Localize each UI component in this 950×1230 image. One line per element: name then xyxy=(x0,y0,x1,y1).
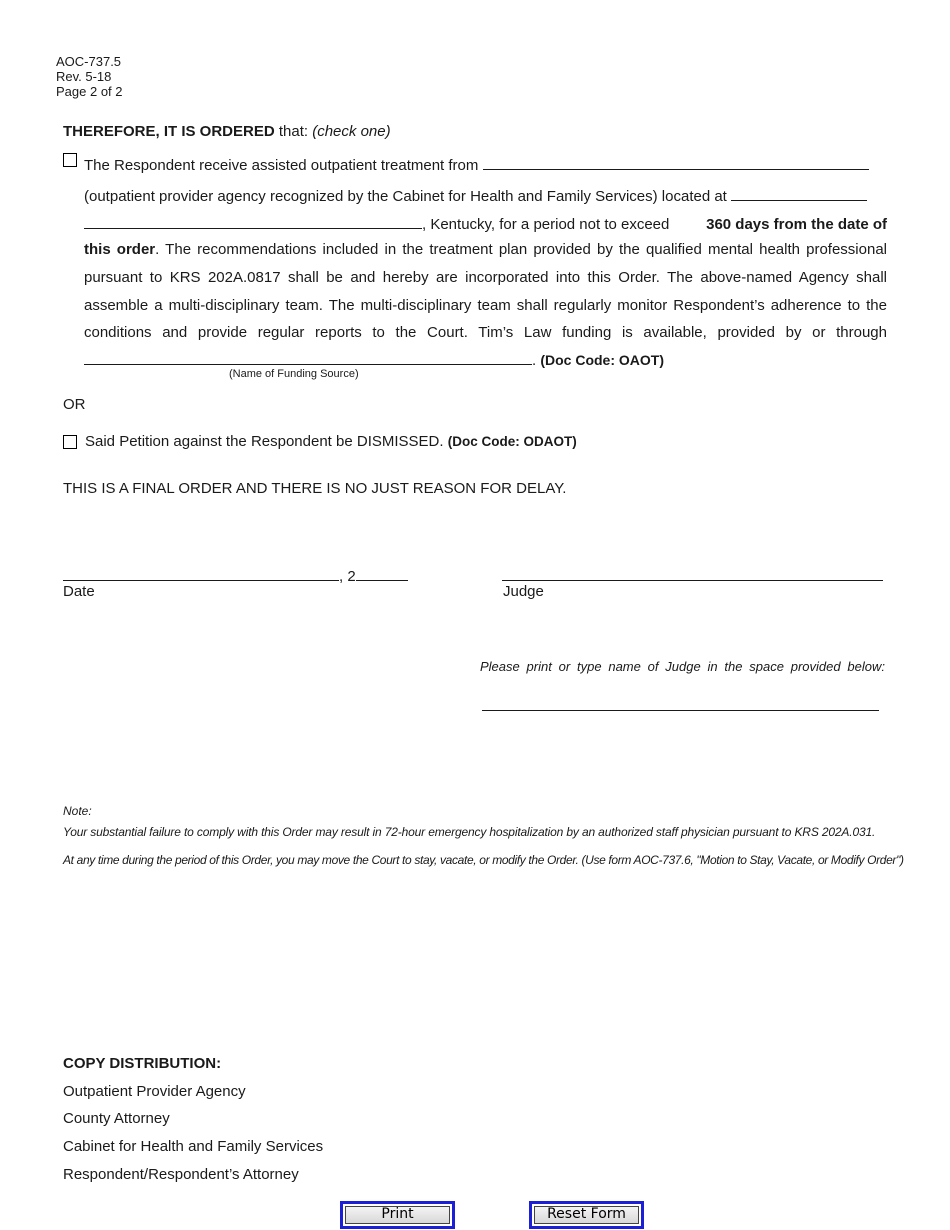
option1-line1-text: The Respondent receive assisted outpatient treatment from xyxy=(84,157,479,174)
date-label: Date xyxy=(63,583,95,600)
option1-line3 xyxy=(84,213,887,234)
option1-line3-text: , Kentucky, for a period not to exceed xyxy=(422,216,670,233)
date-year-field[interactable] xyxy=(356,565,408,581)
copy-distribution-title: COPY DISTRIBUTION: xyxy=(63,1055,222,1072)
option1-line4-text: . The recommendations included in the treatment plan provided by the qualified mental health professional xyxy=(155,241,887,258)
option1-line1 xyxy=(84,154,887,175)
option1-line8 xyxy=(84,349,664,370)
funding-source-caption: (Name of Funding Source) xyxy=(229,368,359,380)
final-order-statement: THIS IS A FINAL ORDER AND THERE IS NO JUST REASON FOR DELAY. xyxy=(63,480,567,497)
option2-text: Said Petition against the Respondent be DISMISSED. xyxy=(85,433,444,450)
location-field-part2[interactable] xyxy=(84,213,422,229)
date-field[interactable] xyxy=(63,565,339,581)
distribution-item: County Attorney xyxy=(63,1110,170,1127)
date-year-prefix: , 2 xyxy=(339,568,356,585)
provider-agency-field[interactable] xyxy=(483,154,869,170)
order-intro-bold: THEREFORE, IT IS ORDERED xyxy=(63,123,275,140)
dismiss-petition-checkbox[interactable] xyxy=(63,435,77,449)
option1-doc-code: (Doc Code: OAOT) xyxy=(540,352,664,368)
note-line1: Your substantial failure to comply with this Order may result in 72-hour emergency hospitalization by an authorized staff physician pursuant to KRS 202A.031. xyxy=(63,825,876,839)
order-intro xyxy=(63,123,391,141)
form-revision: Rev. 5-18 xyxy=(56,69,112,84)
note-label: Note: xyxy=(63,804,92,818)
funding-source-field[interactable] xyxy=(84,349,532,365)
distribution-item: Outpatient Provider Agency xyxy=(63,1083,246,1100)
location-field-part1[interactable] xyxy=(731,185,867,201)
order-intro-italic: (check one) xyxy=(312,123,391,140)
judge-signature-line[interactable] xyxy=(502,565,883,581)
distribution-item: Cabinet for Health and Family Services xyxy=(63,1138,324,1155)
option1-line8-text: . xyxy=(532,352,537,369)
date-line xyxy=(63,565,408,586)
option1-line7: conditions and provide regular reports to the Court. Tim’s Law funding is available, provided by or through xyxy=(84,324,887,341)
outpatient-treatment-checkbox[interactable] xyxy=(63,153,77,167)
option1-line6: assemble a multi-disciplinary team. The multi-disciplinary team shall regularly monitor Respondent’s adherence to the xyxy=(84,297,887,314)
distribution-item: Respondent/Respondent’s Attorney xyxy=(63,1166,299,1183)
or-label: OR xyxy=(63,396,86,413)
reset-form-button[interactable] xyxy=(529,1201,644,1229)
option1-line3-bold: 360 days from the date of xyxy=(706,216,887,233)
print-button[interactable] xyxy=(340,1201,455,1229)
option1-line2-text: (outpatient provider agency recognized by the Cabinet for Health and Family Services) located at xyxy=(84,188,727,205)
option1-line4-bold: this order xyxy=(84,241,156,258)
note-line2: At any time during the period of this Order, you may move the Court to stay, vacate, or modify the Order. (Use form AOC-737.6, "Motion to Stay, Vacate, or Modify Order") xyxy=(63,853,904,867)
judge-name-instruction: Please print or type name of Judge in the space provided below: xyxy=(480,659,885,674)
option2-line xyxy=(85,433,577,451)
form-number: AOC-737.5 xyxy=(56,54,122,69)
reset-form-button-label: Reset Form xyxy=(534,1206,639,1224)
option1-line2 xyxy=(84,185,887,206)
option1-line4 xyxy=(84,241,887,259)
judge-name-field[interactable] xyxy=(482,695,879,711)
option2-doc-code: (Doc Code: ODAOT) xyxy=(447,434,577,449)
option1-line5: pursuant to KRS 202A.0817 shall be and hereby are incorporated into this Order. The above-named Agency shall xyxy=(84,269,887,286)
print-button-label: Print xyxy=(345,1206,450,1224)
order-intro-plain: that: xyxy=(274,123,313,140)
judge-label: Judge xyxy=(503,583,544,600)
page-number: Page 2 of 2 xyxy=(56,84,123,99)
form-header xyxy=(56,54,123,99)
